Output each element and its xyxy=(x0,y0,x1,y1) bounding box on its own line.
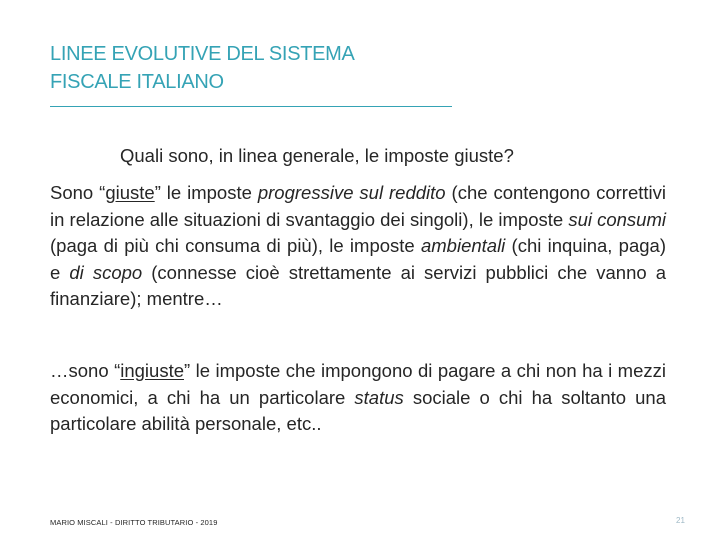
p1-text-6: (connesse cioè strettamente ai servizi pubblici che vanno a finanziare); mentre… xyxy=(50,261,667,309)
question-text: Quali sono, in linea generale, le imposte giuste? xyxy=(120,145,514,166)
p1-text-3: (che contengono correttivi in relazione alle situazioni di svantaggio dei singoli), le imposte xyxy=(50,182,667,230)
p1-text-4: (paga di più chi consuma di più), le imposte xyxy=(50,235,421,256)
p1-text-1: Sono “ xyxy=(50,182,106,203)
p2-text-2: ” le imposte che impongono di pagare a chi non ha i mezzi economici, a chi ha un particolare xyxy=(50,360,666,408)
title-line-2: FISCALE ITALIANO xyxy=(50,71,224,93)
paragraph-ingiuste xyxy=(50,358,666,438)
p2-text-3: sociale o chi ha soltanto una particolare abilità personale, etc.. xyxy=(50,386,667,434)
p2-text-1: …sono “ xyxy=(50,360,121,381)
p2-italic-status: status xyxy=(354,386,404,408)
paragraph-giuste xyxy=(50,180,666,313)
p1-italic-progressive: progressive sul reddito xyxy=(257,182,446,203)
p1-italic-ambientali: ambientali xyxy=(420,235,506,256)
p1-italic-scopo: di scopo xyxy=(69,261,143,283)
footer-author: MARIO MISCALI - DIRITTO TRIBUTARIO - 2019 xyxy=(50,518,218,527)
p1-underlined-giuste: giuste xyxy=(105,182,155,203)
p1-text-2: ” le imposte xyxy=(154,182,258,203)
p2-underlined-ingiuste: ingiuste xyxy=(120,360,184,381)
p1-text-5: (chi inquina, paga) e xyxy=(50,235,666,283)
page-number: 21 xyxy=(676,516,685,525)
title-line-1: LINEE EVOLUTIVE DEL SISTEMA xyxy=(50,43,355,65)
title-underline-divider xyxy=(50,106,452,107)
p1-italic-consumi: sui consumi xyxy=(568,208,666,230)
slide-title xyxy=(50,40,470,96)
